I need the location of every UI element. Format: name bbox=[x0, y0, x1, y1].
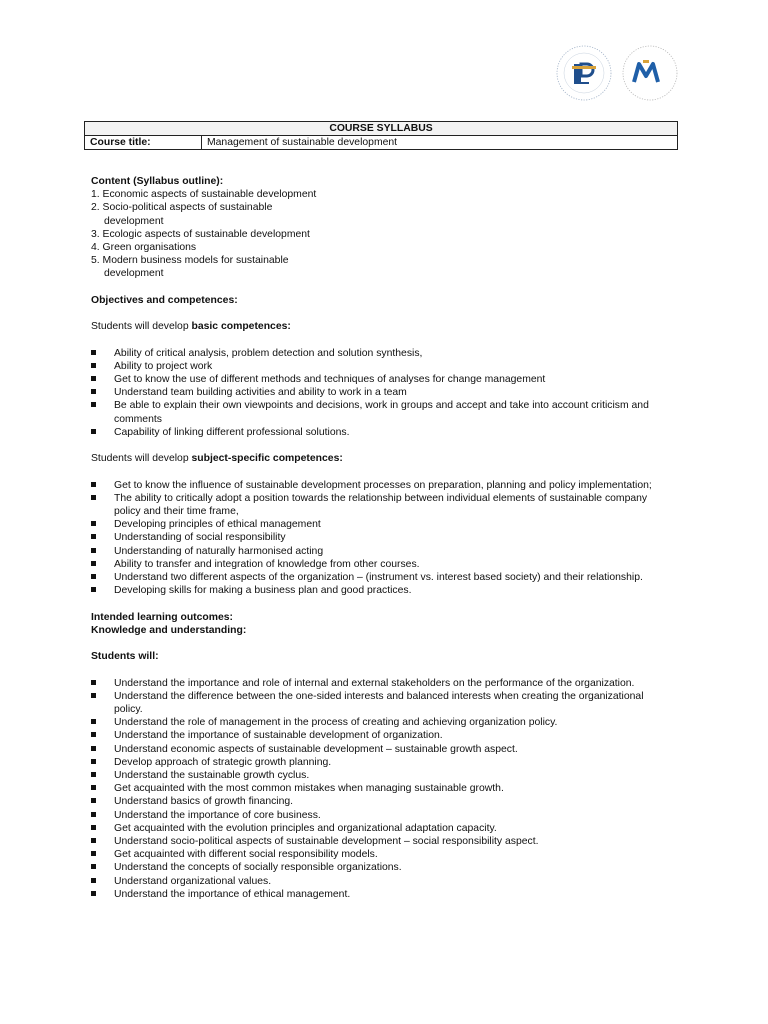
bullet-item-text: Ability to project work bbox=[114, 360, 213, 372]
header-logos bbox=[554, 38, 684, 110]
bullet-item-text: Get to know the influence of sustainable development processes on preparation, planning and policy implementation; bbox=[114, 479, 652, 491]
bullet-item bbox=[91, 743, 671, 756]
bullet-item bbox=[91, 875, 671, 888]
square-bullet-icon bbox=[91, 680, 96, 685]
bullet-item-text: Developing skills for making a business plan and good practices. bbox=[114, 585, 412, 597]
bullet-item bbox=[91, 677, 671, 690]
square-bullet-icon bbox=[91, 521, 96, 526]
bullet-item-text: Understand basics of growth financing. bbox=[114, 796, 294, 808]
bullet-item bbox=[91, 769, 671, 782]
outline-item bbox=[91, 201, 671, 227]
bullet-item-text: Understand the concepts of socially responsible organizations. bbox=[114, 862, 402, 874]
intro-bold: basic competences: bbox=[191, 321, 291, 333]
bullet-item bbox=[91, 426, 671, 439]
bullet-item bbox=[91, 835, 671, 848]
bullet-item-text: Get to know the use of different methods and techniques of analyses for change management bbox=[114, 374, 546, 385]
bullet-item bbox=[91, 518, 671, 531]
bullet-item-text: Understand economic aspects of sustainable development – sustainable growth aspect. bbox=[114, 743, 518, 755]
content-outline bbox=[91, 188, 671, 280]
syllabus-heading: COURSE SYLLABUS bbox=[85, 122, 678, 136]
square-bullet-icon bbox=[91, 350, 96, 355]
square-bullet-icon bbox=[91, 838, 96, 843]
bullet-item bbox=[91, 360, 671, 373]
bullet-item-text: Understand team building activities and ability to work in a team bbox=[114, 387, 407, 399]
intro-text: Students will develop bbox=[91, 321, 192, 333]
basic-competences-intro bbox=[91, 320, 671, 333]
bullet-item-text: Understand the importance of ethical management. bbox=[114, 888, 351, 900]
square-bullet-icon bbox=[91, 798, 96, 803]
bullet-item bbox=[91, 861, 671, 874]
square-bullet-icon bbox=[91, 693, 96, 698]
outline-item-text: 2. Socio-political aspects of sustainable bbox=[91, 202, 273, 214]
knowledge-subtitle: Knowledge and understanding: bbox=[91, 624, 247, 636]
outline-item-cont: development bbox=[104, 268, 164, 280]
bullet-item-text: Develop approach of strategic growth planning. bbox=[114, 756, 332, 768]
students-will-label: Students will: bbox=[91, 651, 159, 663]
basic-competences-list bbox=[91, 347, 671, 439]
bullet-item-text: Understand the importance of core business. bbox=[114, 809, 321, 821]
bullet-item bbox=[91, 558, 671, 571]
square-bullet-icon bbox=[91, 548, 96, 553]
bullet-item-text: Understand the role of management in the process of creating and achieving organization policy. bbox=[114, 717, 558, 729]
bullet-item-text: Ability to transfer and integration of knowledge from other courses. bbox=[114, 558, 420, 570]
bullet-item-text: Capability of linking different professional solutions. bbox=[114, 426, 350, 438]
bullet-item-text: Ability of critical analysis, problem detection and solution synthesis, bbox=[114, 347, 423, 359]
square-bullet-icon bbox=[91, 402, 96, 407]
square-bullet-icon bbox=[91, 785, 96, 790]
course-title-value: Management of sustainable development bbox=[202, 136, 678, 150]
course-syllabus-table bbox=[84, 121, 678, 150]
square-bullet-icon bbox=[91, 746, 96, 751]
outline-item bbox=[91, 228, 671, 241]
bullet-item-text: Understand the sustainable growth cyclus. bbox=[114, 770, 310, 782]
bullet-item bbox=[91, 492, 671, 518]
square-bullet-icon bbox=[91, 574, 96, 579]
bullet-item bbox=[91, 822, 671, 835]
square-bullet-icon bbox=[91, 732, 96, 737]
square-bullet-icon bbox=[91, 561, 96, 566]
bullet-item bbox=[91, 848, 671, 861]
square-bullet-icon bbox=[91, 864, 96, 869]
bullet-item bbox=[91, 347, 671, 360]
bullet-item bbox=[91, 571, 671, 584]
bullet-item-text: Understanding of naturally harmonised acting bbox=[114, 545, 324, 557]
subject-competences-list bbox=[91, 479, 671, 598]
bullet-item bbox=[91, 795, 671, 808]
bullet-item-text: Understand organizational values. bbox=[114, 875, 272, 887]
square-bullet-icon bbox=[91, 389, 96, 394]
square-bullet-icon bbox=[91, 878, 96, 883]
square-bullet-icon bbox=[91, 495, 96, 500]
bullet-item-text: Understand the importance and role of internal and external stakeholders on the performance of the organization. bbox=[114, 677, 635, 689]
content-title: Content (Syllabus outline): bbox=[91, 176, 224, 187]
outcomes-title: Intended learning outcomes: bbox=[91, 611, 234, 623]
square-bullet-icon bbox=[91, 851, 96, 856]
outline-item bbox=[91, 241, 671, 254]
bullet-item bbox=[91, 399, 671, 425]
square-bullet-icon bbox=[91, 534, 96, 539]
outline-item bbox=[91, 254, 671, 280]
square-bullet-icon bbox=[91, 376, 96, 381]
bullet-item-text: Get acquainted with the most common mistakes when managing sustainable growth. bbox=[114, 783, 504, 795]
bullet-item bbox=[91, 729, 671, 742]
bullet-item bbox=[91, 888, 671, 901]
bullet-item-text: Understand socio-political aspects of sustainable development – social responsibility aspect. bbox=[114, 836, 539, 848]
square-bullet-icon bbox=[91, 759, 96, 764]
course-title-label: Course title: bbox=[85, 136, 202, 150]
intro-text: Students will develop bbox=[91, 453, 192, 465]
bullet-item bbox=[91, 716, 671, 729]
bullet-item-text: Understand two different aspects of the organization – (instrument vs. interest based society) and their relationship. bbox=[114, 572, 643, 584]
bullet-item bbox=[91, 782, 671, 795]
bullet-item bbox=[91, 373, 671, 386]
bullet-item-text: Understand the difference between the one-sided interests and balanced interests when creating the organizational policy. bbox=[114, 690, 644, 715]
bullet-item bbox=[91, 479, 671, 492]
syllabus-body bbox=[91, 175, 671, 901]
square-bullet-icon bbox=[91, 812, 96, 817]
square-bullet-icon bbox=[91, 891, 96, 896]
outline-item bbox=[91, 188, 671, 201]
bullet-item bbox=[91, 809, 671, 822]
bullet-item-text: The ability to critically adopt a position towards the relationship between individual elements of sustainable company policy and their time frame, bbox=[114, 492, 648, 517]
bullet-item-text: Be able to explain their own viewpoints and decisions, work in groups and accept and take into account criticism and comments bbox=[114, 400, 649, 425]
outline-item-text: 5. Modern business models for sustainable bbox=[91, 255, 289, 267]
square-bullet-icon bbox=[91, 429, 96, 434]
outline-item-text: 3. Ecologic aspects of sustainable development bbox=[91, 228, 310, 240]
university-logo bbox=[554, 38, 614, 108]
objectives-title: Objectives and competences: bbox=[91, 294, 238, 306]
bullet-item-text: Get acquainted with different social responsibility models. bbox=[114, 849, 378, 861]
subject-competences-intro bbox=[91, 452, 671, 465]
bullet-item-text: Understand the importance of sustainable development of organization. bbox=[114, 730, 443, 742]
bullet-item bbox=[91, 756, 671, 769]
bullet-item bbox=[91, 386, 671, 399]
bullet-item-text: Developing principles of ethical management bbox=[114, 519, 321, 531]
square-bullet-icon bbox=[91, 772, 96, 777]
bullet-item bbox=[91, 531, 671, 544]
outline-item-cont: development bbox=[104, 215, 164, 227]
learning-outcomes-list bbox=[91, 677, 671, 901]
intro-bold: subject-specific competences: bbox=[191, 453, 343, 465]
square-bullet-icon bbox=[91, 719, 96, 724]
square-bullet-icon bbox=[91, 363, 96, 368]
square-bullet-icon bbox=[91, 482, 96, 487]
outline-item-text: 1. Economic aspects of sustainable development bbox=[91, 189, 317, 201]
bullet-item bbox=[91, 545, 671, 558]
bullet-item bbox=[91, 690, 671, 716]
bullet-item bbox=[91, 584, 671, 597]
outline-item-text: 4. Green organisations bbox=[91, 242, 197, 254]
bullet-item-text: Understanding of social responsibility bbox=[114, 532, 286, 544]
faculty-logo bbox=[620, 38, 680, 108]
bullet-item-text: Get acquainted with the evolution principles and organizational adaptation capacity. bbox=[114, 822, 497, 834]
square-bullet-icon bbox=[91, 587, 96, 592]
square-bullet-icon bbox=[91, 825, 96, 830]
